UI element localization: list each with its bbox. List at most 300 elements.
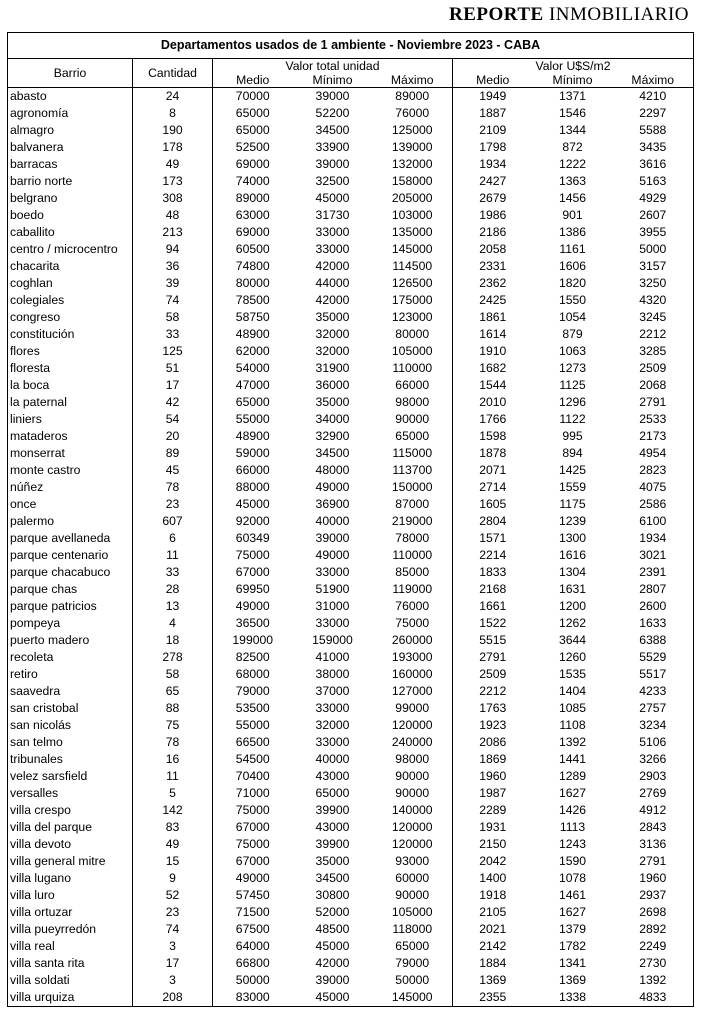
m2-maximo-cell: 2937 [613,887,694,904]
table-row [8,989,694,1007]
total-maximo-cell: 260000 [373,632,453,649]
cantidad-cell: 65 [133,683,213,700]
m2-minimo-cell: 1262 [558,616,587,630]
total-maximo-cell: 113700 [373,462,453,479]
m2-medio-cell: 2010 [479,395,507,409]
m2-maximo-cell: 3157 [613,258,694,275]
barrio-cell: pompeya [8,615,133,632]
m2-maximo-cell: 6388 [613,632,694,649]
total-minimo-cell: 44000 [315,276,350,290]
total-maximo-cell: 103000 [373,207,453,224]
m2-minimo-cell: 1289 [558,769,587,783]
total-maximo-cell: 60000 [373,870,453,887]
m2-maximo-cell: 2807 [613,581,694,598]
m2-minimo-cell: 1782 [558,939,587,953]
total-medio-cell: 80000 [235,276,270,290]
m2-minimo-cell: 1590 [558,854,587,868]
brand-bold: REPORTE [449,4,544,25]
total-medio-cell: 66800 [235,956,270,970]
m2-maximo-cell: 4233 [613,683,694,700]
m2-minimo-cell: 1344 [558,123,587,137]
total-medio-cell: 75000 [235,548,270,562]
total-maximo-cell: 85000 [373,564,453,581]
m2-medio-cell: 1878 [479,446,507,460]
m2-medio-cell: 1923 [479,718,507,732]
table-row [8,530,694,547]
table-row [8,462,694,479]
barrio-cell: liniers [8,411,133,428]
m2-maximo-cell: 5106 [613,734,694,751]
total-medio-cell: 60500 [235,242,270,256]
barrio-cell: villa luro [8,887,133,904]
m2-maximo-cell: 5000 [613,241,694,258]
m2-medio-cell: 2021 [479,922,507,936]
barrio-cell: villa pueyrredón [8,921,133,938]
total-minimo-cell: 33900 [315,140,350,154]
cantidad-cell: 89 [133,445,213,462]
m2-minimo-cell: 1820 [558,276,587,290]
m2-minimo-cell: 1304 [558,565,587,579]
total-medio-cell: 70400 [235,769,270,783]
cantidad-cell: 4 [133,615,213,632]
total-maximo-cell: 65000 [373,428,453,445]
cantidad-cell: 190 [133,122,213,139]
total-maximo-cell: 120000 [373,819,453,836]
m2-medio-cell: 1400 [479,871,507,885]
m2-minimo-cell: 872 [562,140,583,154]
total-medio-cell: 69950 [235,582,270,596]
m2-medio-cell: 2086 [479,735,507,749]
m2-medio-cell: 1918 [479,888,507,902]
m2-maximo-cell: 2297 [613,105,694,122]
m2-medio-cell: 1931 [479,820,507,834]
cantidad-cell: 74 [133,921,213,938]
m2-maximo-cell: 2892 [613,921,694,938]
m2-medio-cell: 2071 [479,463,507,477]
total-minimo-cell: 49000 [315,480,350,494]
m2-medio-cell: 2509 [479,667,507,681]
m2-minimo-cell: 1386 [558,225,587,239]
table-row [8,496,694,513]
m2-medio-cell: 2289 [479,803,507,817]
total-minimo-cell: 65000 [315,786,350,800]
total-minimo-cell: 39000 [315,157,350,171]
m2-maximo-cell: 3616 [613,156,694,173]
total-medio-cell: 45000 [235,497,270,511]
m2-maximo-cell: 2068 [613,377,694,394]
total-medio-cell: 78500 [235,293,270,307]
total-medio-cell: 69000 [235,225,270,239]
cantidad-cell: 49 [133,836,213,853]
total-maximo-cell: 90000 [373,768,453,785]
barrio-cell: boedo [8,207,133,224]
table-row [8,649,694,666]
m2-medio-cell: 1960 [479,769,507,783]
m2-maximo-cell: 2533 [613,411,694,428]
m2-maximo-cell: 2698 [613,904,694,921]
m2-minimo-cell: 1404 [558,684,587,698]
total-maximo-cell: 205000 [373,190,453,207]
barrio-cell: parque chacabuco [8,564,133,581]
total-maximo-cell: 89000 [373,88,453,106]
m2-minimo-cell: 1550 [558,293,587,307]
total-minimo-cell: 33000 [315,616,350,630]
barrio-cell: saavedra [8,683,133,700]
m2-medio-cell: 1986 [479,208,507,222]
total-minimo-cell: 42000 [315,293,350,307]
m2-minimo-cell: 1631 [558,582,587,596]
barrio-cell: villa santa rita [8,955,133,972]
total-medio-cell: 63000 [235,208,270,222]
table-row [8,445,694,462]
total-maximo-cell: 110000 [373,360,453,377]
table-row [8,632,694,649]
barrio-cell: recoleta [8,649,133,666]
cantidad-cell: 33 [133,564,213,581]
cantidad-cell: 17 [133,955,213,972]
cantidad-cell: 8 [133,105,213,122]
m2-medio-cell: 2058 [479,242,507,256]
m2-medio-cell: 2042 [479,854,507,868]
total-medio-cell: 48900 [235,429,270,443]
total-medio-cell: 75000 [235,837,270,851]
total-minimo-cell: 39000 [315,89,350,103]
m2-maximo-cell: 2843 [613,819,694,836]
m2-medio-cell: 1887 [479,106,507,120]
table-row [8,190,694,207]
cantidad-cell: 3 [133,938,213,955]
m2-maximo-cell: 5163 [613,173,694,190]
barrio-cell: parque centenario [8,547,133,564]
m2-maximo-cell: 2823 [613,462,694,479]
cantidad-cell: 49 [133,156,213,173]
cantidad-cell: 33 [133,326,213,343]
cantidad-cell: 88 [133,700,213,717]
m2-maximo-cell: 1960 [613,870,694,887]
barrio-cell: belgrano [8,190,133,207]
table-row [8,700,694,717]
m2-medio-cell: 1949 [479,89,507,103]
barrio-cell: floresta [8,360,133,377]
barrio-cell: congreso [8,309,133,326]
total-minimo-cell: 34500 [315,123,350,137]
m2-medio-cell: 2142 [479,939,507,953]
total-minimo-cell: 36000 [315,378,350,392]
total-medio-cell: 199000 [232,633,274,647]
m2-minimo-cell: 894 [562,446,583,460]
m2-medio-cell: 2331 [479,259,507,273]
table-row [8,921,694,938]
m2-medio-cell: 1369 [479,973,507,987]
m2-minimo-cell: 1063 [558,344,587,358]
table-row [8,564,694,581]
m2-medio-cell: 1766 [479,412,507,426]
total-minimo-cell: 35000 [315,395,350,409]
m2-minimo-cell: 879 [562,327,583,341]
total-medio-cell: 79000 [235,684,270,698]
table-row [8,598,694,615]
m2-medio-cell: 1869 [479,752,507,766]
m2-medio-cell: 1763 [479,701,507,715]
m2-minimo-cell: 1546 [558,106,587,120]
m2-minimo-cell: 1122 [559,412,586,426]
barrio-cell: flores [8,343,133,360]
cantidad-cell: 125 [133,343,213,360]
total-minimo-cell: 39900 [315,803,350,817]
m2-medio-cell: 2186 [479,225,507,239]
total-medio-cell: 65000 [235,395,270,409]
header-m2-minimo: Mínimo [533,73,613,88]
total-minimo-cell: 45000 [315,939,350,953]
total-maximo-cell: 175000 [373,292,453,309]
total-minimo-cell: 41000 [315,650,350,664]
cantidad-cell: 13 [133,598,213,615]
cantidad-cell: 6 [133,530,213,547]
total-medio-cell: 74000 [235,174,270,188]
m2-medio-cell: 1544 [479,378,507,392]
total-medio-cell: 47000 [235,378,270,392]
m2-maximo-cell: 6100 [613,513,694,530]
total-maximo-cell: 115000 [373,445,453,462]
m2-maximo-cell: 2769 [613,785,694,802]
barrio-cell: centro / microcentro [8,241,133,258]
total-medio-cell: 66000 [235,463,270,477]
m2-medio-cell: 2109 [479,123,507,137]
m2-minimo-cell: 1369 [558,973,587,987]
total-maximo-cell: 65000 [373,938,453,955]
cantidad-cell: 17 [133,377,213,394]
barrio-cell: monte castro [8,462,133,479]
table-row [8,870,694,887]
total-maximo-cell: 118000 [373,921,453,938]
total-maximo-cell: 79000 [373,955,453,972]
total-minimo-cell: 33000 [315,735,350,749]
m2-medio-cell: 1522 [479,616,507,630]
m2-maximo-cell: 2586 [613,496,694,513]
m2-minimo-cell: 1535 [558,667,587,681]
cantidad-cell: 83 [133,819,213,836]
table-row [8,88,694,106]
barrio-cell: mataderos [8,428,133,445]
total-minimo-cell: 52000 [315,905,350,919]
barrio-cell: abasto [8,88,133,106]
m2-maximo-cell: 3435 [613,139,694,156]
total-maximo-cell: 98000 [373,394,453,411]
m2-minimo-cell: 995 [562,429,583,443]
total-maximo-cell: 145000 [373,241,453,258]
cantidad-cell: 3 [133,972,213,989]
m2-minimo-cell: 1260 [558,650,587,664]
total-minimo-cell: 32000 [315,344,350,358]
cantidad-cell: 78 [133,479,213,496]
table-row [8,751,694,768]
header-m2-medio: Medio [453,73,533,88]
total-medio-cell: 64000 [235,939,270,953]
m2-medio-cell: 1598 [479,429,507,443]
total-medio-cell: 71500 [235,905,270,919]
barrio-cell: villa lugano [8,870,133,887]
m2-medio-cell: 2427 [479,174,507,188]
header-total-maximo: Máximo [373,73,453,88]
m2-maximo-cell: 1392 [613,972,694,989]
brand-logo [449,4,689,26]
barrio-cell: villa del parque [8,819,133,836]
table-row [8,173,694,190]
header-valor-total: Valor total unidad [213,59,453,74]
total-maximo-cell: 120000 [373,836,453,853]
cantidad-cell: 607 [133,513,213,530]
m2-medio-cell: 5515 [479,633,507,647]
total-minimo-cell: 36900 [315,497,350,511]
total-minimo-cell: 32000 [315,718,350,732]
header-total-minimo: Mínimo [293,73,373,88]
m2-maximo-cell: 2509 [613,360,694,377]
barrio-cell: villa devoto [8,836,133,853]
total-medio-cell: 67500 [235,922,270,936]
cantidad-cell: 54 [133,411,213,428]
total-minimo-cell: 42000 [315,259,350,273]
cantidad-cell: 5 [133,785,213,802]
cantidad-cell: 39 [133,275,213,292]
m2-minimo-cell: 1161 [559,242,586,256]
m2-maximo-cell: 3136 [613,836,694,853]
header-cantidad: Cantidad [133,59,213,88]
cantidad-cell: 75 [133,717,213,734]
cantidad-cell: 74 [133,292,213,309]
total-minimo-cell: 35000 [315,310,350,324]
total-minimo-cell: 45000 [293,989,373,1007]
m2-maximo-cell: 4833 [613,989,694,1007]
total-medio-cell: 49000 [235,871,270,885]
table-row [8,105,694,122]
barrio-cell: caballito [8,224,133,241]
total-minimo-cell: 39000 [315,531,350,545]
total-minimo-cell: 33000 [315,565,350,579]
cantidad-cell: 208 [133,989,213,1007]
total-medio-cell: 88000 [235,480,270,494]
m2-medio-cell: 2212 [479,684,507,698]
table-row [8,292,694,309]
total-maximo-cell: 120000 [373,717,453,734]
total-maximo-cell: 105000 [373,904,453,921]
m2-maximo-cell: 2249 [613,938,694,955]
total-minimo-cell: 159000 [312,633,353,647]
total-medio-cell: 49000 [235,599,270,613]
m2-minimo-cell: 1627 [558,905,587,919]
total-medio-cell: 69000 [235,157,270,171]
cantidad-cell: 28 [133,581,213,598]
table-row [8,513,694,530]
m2-minimo-cell: 1125 [559,378,586,392]
m2-maximo-cell: 3285 [613,343,694,360]
barrio-cell: constitución [8,326,133,343]
total-medio-cell: 74800 [235,259,270,273]
total-medio-cell: 65000 [235,106,270,120]
m2-medio-cell: 2214 [479,548,507,562]
total-minimo-cell: 31900 [315,361,350,375]
total-minimo-cell: 38000 [315,667,350,681]
cantidad-cell: 24 [133,88,213,106]
m2-medio-cell: 1987 [479,786,507,800]
m2-maximo-cell: 4320 [613,292,694,309]
price-table [7,32,694,1007]
table-row [8,479,694,496]
table-row [8,139,694,156]
cantidad-cell: 15 [133,853,213,870]
table-row [8,122,694,139]
m2-medio-cell: 2804 [479,514,507,528]
barrio-cell: parque patricios [8,598,133,615]
m2-maximo-cell: 1633 [613,615,694,632]
total-maximo-cell: 76000 [373,105,453,122]
m2-minimo-cell: 1200 [558,599,587,613]
table-row [8,377,694,394]
m2-medio-cell: 1614 [479,327,507,341]
total-medio-cell: 58750 [235,310,270,324]
cantidad-cell: 173 [133,173,213,190]
total-maximo-cell: 127000 [373,683,453,700]
m2-minimo-cell: 1296 [558,395,587,409]
m2-minimo-cell: 1341 [558,956,587,970]
total-maximo-cell: 135000 [373,224,453,241]
barrio-cell: san nicolás [8,717,133,734]
total-maximo-cell: 99000 [373,700,453,717]
table-row [8,360,694,377]
total-medio-cell: 89000 [235,191,270,205]
barrio-cell: chacarita [8,258,133,275]
m2-minimo-cell: 1222 [558,157,587,171]
total-maximo-cell: 132000 [373,156,453,173]
total-minimo-cell: 45000 [315,191,350,205]
total-maximo-cell: 158000 [373,173,453,190]
m2-minimo-cell: 901 [562,208,583,222]
total-maximo-cell: 193000 [373,649,453,666]
total-minimo-cell: 32500 [315,174,350,188]
m2-medio-cell: 2679 [479,191,507,205]
total-maximo-cell: 93000 [373,853,453,870]
m2-medio-cell: 2425 [479,293,507,307]
total-maximo-cell: 105000 [373,343,453,360]
cantidad-cell: 42 [133,394,213,411]
barrio-cell: retiro [8,666,133,683]
barrio-cell: velez sarsfield [8,768,133,785]
m2-minimo-cell: 1108 [559,718,586,732]
m2-maximo-cell: 2600 [613,598,694,615]
table-row [8,343,694,360]
total-medio-cell: 68000 [235,667,270,681]
cantidad-cell: 45 [133,462,213,479]
brand-light: INMOBILIARIO [548,4,689,25]
m2-medio-cell: 2362 [479,276,507,290]
total-minimo-cell: 30800 [315,888,350,902]
barrio-cell: la boca [8,377,133,394]
total-minimo-cell: 32900 [315,429,350,443]
m2-medio-cell: 1910 [479,344,507,358]
table-row [8,241,694,258]
m2-medio-cell: 1605 [479,497,507,511]
cantidad-cell: 11 [133,547,213,564]
table-row [8,394,694,411]
table-row [8,734,694,751]
m2-medio-cell: 2150 [479,837,507,851]
total-minimo-cell: 39000 [315,973,350,987]
table-row [8,258,694,275]
m2-minimo-cell: 1085 [558,701,587,715]
total-maximo-cell: 219000 [373,513,453,530]
m2-medio-cell: 1661 [479,599,507,613]
table-title: Departamentos usados de 1 ambiente - Noviembre 2023 - CABA [8,33,694,59]
table-row [8,955,694,972]
